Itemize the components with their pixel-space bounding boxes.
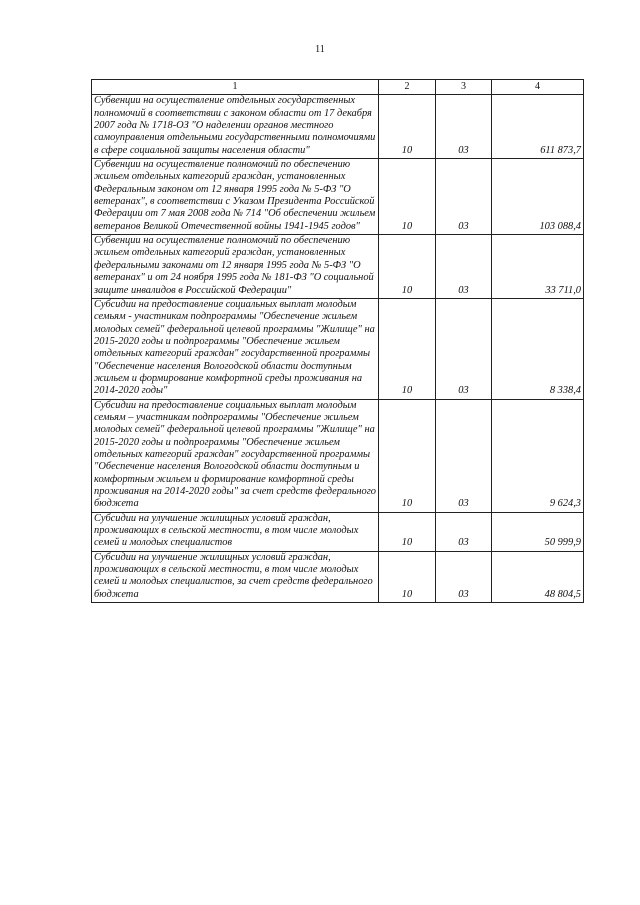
row-section: 10: [379, 159, 436, 235]
table-row: [92, 95, 584, 159]
table-header-row: [92, 80, 584, 95]
row-description: Субсидии на улучшение жилищных условий граждан, проживающих в сельской местности, в том числе молодых семей и молодых специалистов: [92, 512, 379, 551]
table-row: [92, 159, 584, 235]
row-description: Субвенции на осуществление отдельных государственных полномочий в соответствии с законом области от 17 декабря 2007 года № 1718-ОЗ "О наделении органов местного самоуправления отдельными государственными полномочиями в сфере социальной защиты населения области": [92, 95, 379, 159]
table-row: [92, 551, 584, 602]
row-amount: 48 804,5: [492, 551, 584, 602]
row-subsection: 03: [436, 95, 492, 159]
row-section: 10: [379, 95, 436, 159]
table-row: [92, 399, 584, 512]
row-description: Субвенции на осуществление полномочий по обеспечению жильем отдельных категорий граждан, установленных федеральными законами от 12 января 1995 года № 5-ФЗ "О ветеранах" и от 24 ноября 1995 года № 181-ФЗ "О социальной защите инвалидов в Российской Федерации": [92, 235, 379, 299]
row-subsection: 03: [436, 159, 492, 235]
row-subsection: 03: [436, 298, 492, 399]
row-section: 10: [379, 298, 436, 399]
row-amount: 8 338,4: [492, 298, 584, 399]
row-description: Субсидии на предоставление социальных выплат молодым семьям - участникам подпрограммы "Обеспечение жильем молодых семей" федеральной целевой программы "Жилище" на 2015-2020 годы и подпрограммы "Обеспечение жильем отдельных категорий граждан" государственной программы "Обеспечение населения Вологодской области доступным жильем и формирование комфортной среды проживания на 2014-2020 годы": [92, 298, 379, 399]
column-header: 1: [92, 80, 379, 95]
row-section: 10: [379, 235, 436, 299]
row-amount: 9 624,3: [492, 399, 584, 512]
page-number: 11: [315, 44, 325, 55]
row-subsection: 03: [436, 512, 492, 551]
row-section: 10: [379, 399, 436, 512]
row-subsection: 03: [436, 399, 492, 512]
table-row: [92, 512, 584, 551]
table-row: [92, 235, 584, 299]
table-row: [92, 298, 584, 399]
row-description: Субвенции на осуществление полномочий по обеспечению жильем отдельных категорий граждан, установленных Федеральным законом от 12 января 1995 года № 5-ФЗ "О ветеранах", в соответствии с Указом Президента Российской Федерации от 7 мая 2008 года № 714 "Об обеспечении жильем ветеранов Великой Отечественной войны 1941-1945 годов": [92, 159, 379, 235]
row-amount: 33 711,0: [492, 235, 584, 299]
column-header: 2: [379, 80, 436, 95]
row-section: 10: [379, 551, 436, 602]
row-amount: 611 873,7: [492, 95, 584, 159]
row-amount: 50 999,9: [492, 512, 584, 551]
row-amount: 103 088,4: [492, 159, 584, 235]
row-subsection: 03: [436, 235, 492, 299]
row-description: Субсидии на улучшение жилищных условий граждан, проживающих в сельской местности, в том числе молодых семей и молодых специалистов, за счет средств федерального бюджета: [92, 551, 379, 602]
row-subsection: 03: [436, 551, 492, 602]
budget-table: [91, 79, 584, 603]
row-section: 10: [379, 512, 436, 551]
column-header: 4: [492, 80, 584, 95]
column-header: 3: [436, 80, 492, 95]
row-description: Субсидии на предоставление социальных выплат молодым семьям – участникам подпрограммы "Обеспечение жильем молодых семей" федеральной целевой программы "Жилище" на 2015-2020 годы и подпрограммы "Обеспечение жильем отдельных категорий граждан" государственной программы "Обеспечение населения Вологодской области доступным и комфортным жильем и формирование комфортной среды проживания на 2014-2020 годы" за счет средств федерального бюджета: [92, 399, 379, 512]
